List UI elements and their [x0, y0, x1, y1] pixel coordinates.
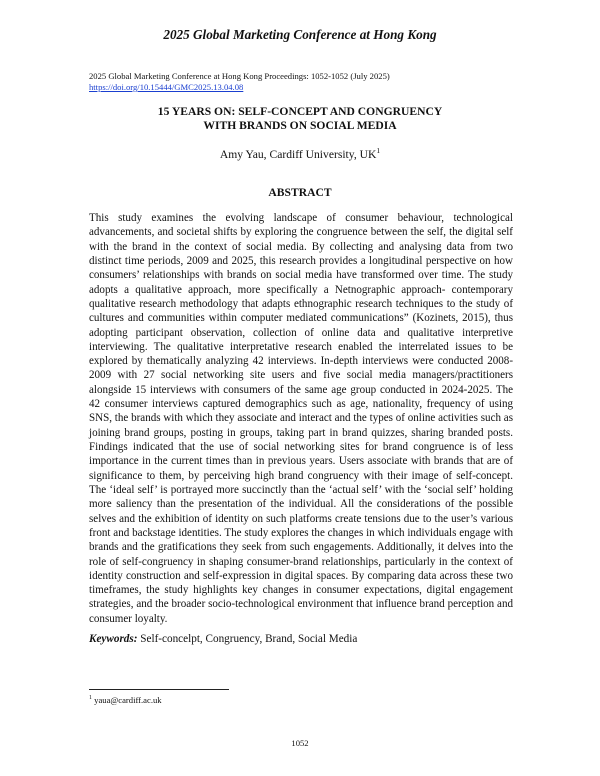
author-footnote-mark: 1 [376, 146, 381, 155]
keywords-text: Self-concelpt, Congruency, Brand, Social Media [140, 633, 358, 645]
proceedings-citation: 2025 Global Marketing Conference at Hong Kong Proceedings: 1052-1052 (July 2025) [89, 71, 390, 81]
abstract-heading: ABSTRACT [268, 186, 332, 199]
footnote-mark: 1 [89, 695, 92, 702]
proceedings-info [89, 71, 390, 93]
footnote-divider [89, 689, 229, 690]
paper-title-line-2: WITH BRANDS ON SOCIAL MEDIA [203, 119, 397, 132]
keywords-label: Keywords: [89, 633, 138, 645]
abstract-body: This study examines the evolving landscape of consumer behaviour, technological advancements, and societal shifts by exploring the congruence between the self, the digital self with the brand in the context of social media. By collecting and analysing data from two distinct time periods, 2009 and 2025, this research provides a longitudinal perspective on how consumers’ relationships with brands on social media have transformed over time. The study adopts a qualitative approach, more specifically a Netnographic approach- contemporary qualitative research methodology that adapts ethnographic research techniques to the study of cultures and communities within computer mediated communications” (Kozinets, 2015), thus adopting participant observation, collection of online data and qualitative interpretive interviewing. The qualitative interpretative research enabled the interrelated issues to be explored by thematically analyzing 42 interviews. In-depth interviews were conducted 2008-2009 with 27 social networking site users and five social media managers/practitioners alongside 15 interviews with consumers of the same age group conducted in 2024-2025. The 42 consumer interviews captured demographics such as age, nationality, frequency of using SNS, the brands with which they associate and interact and the types of online activities such as joining brand groups, posting in groups, taking part in brand quizzes, sharing branded posts. Findings indicated that the use of social networking sites for brand congruence is of less importance in the current times than in previous years. Users associate with brands that are of significance to them, by perceiving high brand congruency with their image of self-concept. The ‘ideal self’ is portrayed more succinctly than the ‘actual self’ with the ‘social self’ holding more saliency than the presentation of the individual. All the considerations of the possible selves and the exhibition of identity on such platforms create tensions due to the user’s various front and backstage identities. The study explores the changes in which individuals engage with brands and the gratifications they seek from such engagements. Additionally, it delves into the role of self-congruency in shaping consumer-brand relationships, particularly in the context of identity construction and self-expression in digital spaces. By comparing data across these two timeframes, the study highlights key changes in consumer expectations, digital engagement strategies, and the broader socio-technological environment that influence brand perception and consumer loyalty. [89, 212, 513, 625]
footnote-email: yaua@cardiff.ac.uk [94, 695, 162, 705]
doi-link[interactable]: https://doi.org/10.15444/GMC2025.13.04.08 [89, 82, 244, 92]
paper-title-line-1: 15 YEARS ON: SELF-CONCEPT AND CONGRUENCY [157, 105, 443, 118]
footnote [89, 695, 162, 705]
keywords-line [89, 633, 357, 645]
conference-header: 2025 Global Marketing Conference at Hong Kong [163, 27, 437, 42]
paper-title [0, 105, 600, 133]
author-line [0, 146, 600, 161]
author-name: Amy Yau, Cardiff University, UK [219, 147, 377, 161]
page-number: 1052 [291, 738, 309, 748]
